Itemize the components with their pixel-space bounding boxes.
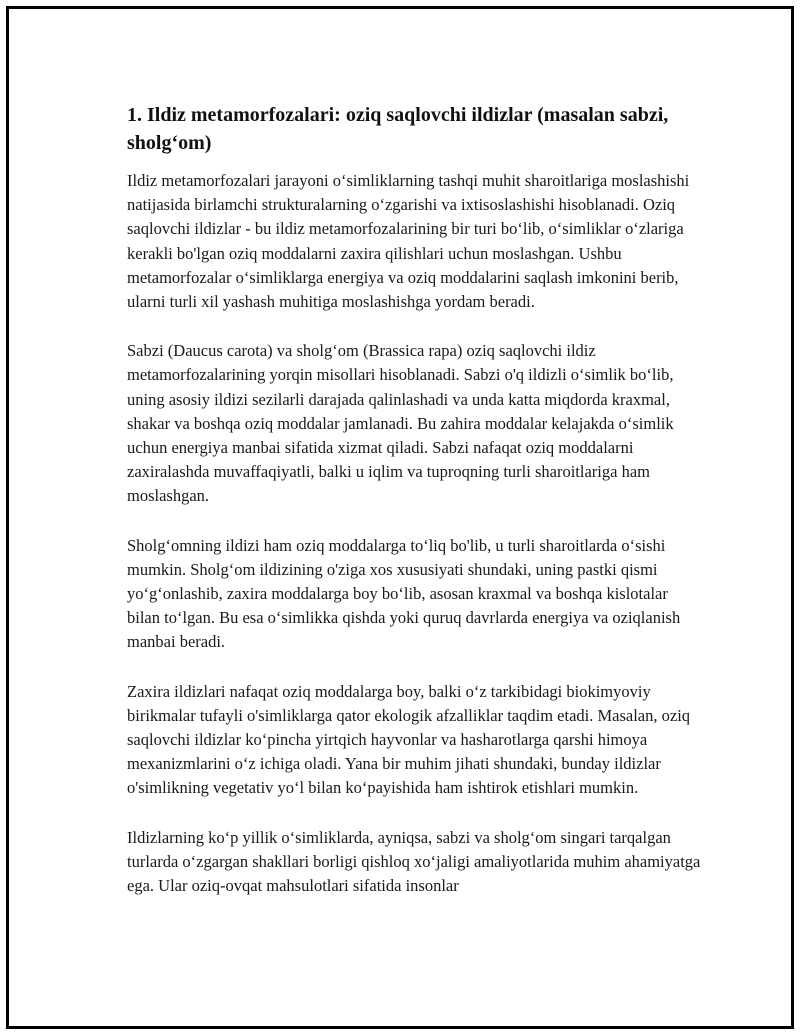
paragraph-5: Ildizlarning ko‘p yillik o‘simliklarda, ayniqsa, sabzi va sholg‘om singari tarqalgan turlarda o‘zgargan shakllari borligi qishloq xo‘jaligi amaliyotlarida muhim ahamiyatga ega. Ular oziq-ovqat mahsulotlari sifatida insonlar (127, 827, 701, 896)
paragraph-3: Sholg‘omning ildizi ham oziq moddalarga to‘liq bo'lib, u turli sharoitlarda o‘sishi mumkin. Sholg‘om ildizining o'ziga xos xususiyati shundaki, uning pastki qismi yo‘g‘onlashib, zaxira moddalarga boy bo‘lib, asosan kraxmal va boshqa kislotalar bilan to‘lgan. Bu esa o‘simlikka qishda yoki quruq davrlarda energiya va oziqlanish manbai beradi. (127, 535, 681, 652)
paragraph-4: Zaxira ildizlari nafaqat oziq moddalarga boy, balki o‘z tarkibidagi biokimyoviy birikmalar tufayli o'simliklarga qator ekologik afzalliklar taqdim etadi. Masalan, oziq saqlovchi ildizlar ko‘pincha yirtqich hayvonlar va hasharotlarga qarshi himoya mexanizmlarini o‘z ichiga oladi. Yana bir muhim jihati shundaki, bunday ildizlar o'simlikning vegetativ yo‘l bilan ko‘payishida ham ishtirok etishlari mumkin. (127, 681, 691, 798)
page-frame (6, 6, 794, 1029)
paragraph-1: Ildiz metamorfozalari jarayoni o‘simliklarning tashqi muhit sharoitlariga moslashishi natijasida birlamchi strukturalarning o‘zgarishi va ixtisoslashishi hisoblanadi. Oziq saqlovchi ildizlar - bu ildiz metamorfozalarining bir turi bo‘lib, o‘simliklar o‘zlariga kerakli bo'lgan oziq moddalarni zaxira qilishlari uchun moslashgan. Ushbu metamorfozalar o‘simliklarga energiya va oziq moddalarini saqlash imkonini berib, ularni turli xil yashash muhitiga moslashishga yordam beradi. (127, 171, 690, 312)
document-body (127, 101, 702, 923)
document-title: 1. Ildiz metamorfozalari: oziq saqlovchi ildizlar (masalan sabzi, sholg‘om) (127, 104, 669, 154)
paragraph-2: Sabzi (Daucus carota) va sholg‘om (Brassica rapa) oziq saqlovchi ildiz metamorfozalarining yorqin misollari hisoblanadi. Sabzi o'q ildizli o‘simlik bo‘lib, uning asosiy ildizi sezilarli darajada qalinlashadi va unda katta miqdorda kraxmal, shakar va boshqa oziq moddalar jamlanadi. Bu zahira moddalar kelajakda o‘simlik uchun energiya manbai sifatida xizmat qiladi. Sabzi nafaqat oziq moddalarni zaxiralashda muvaffaqiyatli, balki u iqlim va tuproqning turli sharoitlariga ham moslashgan. (127, 341, 674, 506)
